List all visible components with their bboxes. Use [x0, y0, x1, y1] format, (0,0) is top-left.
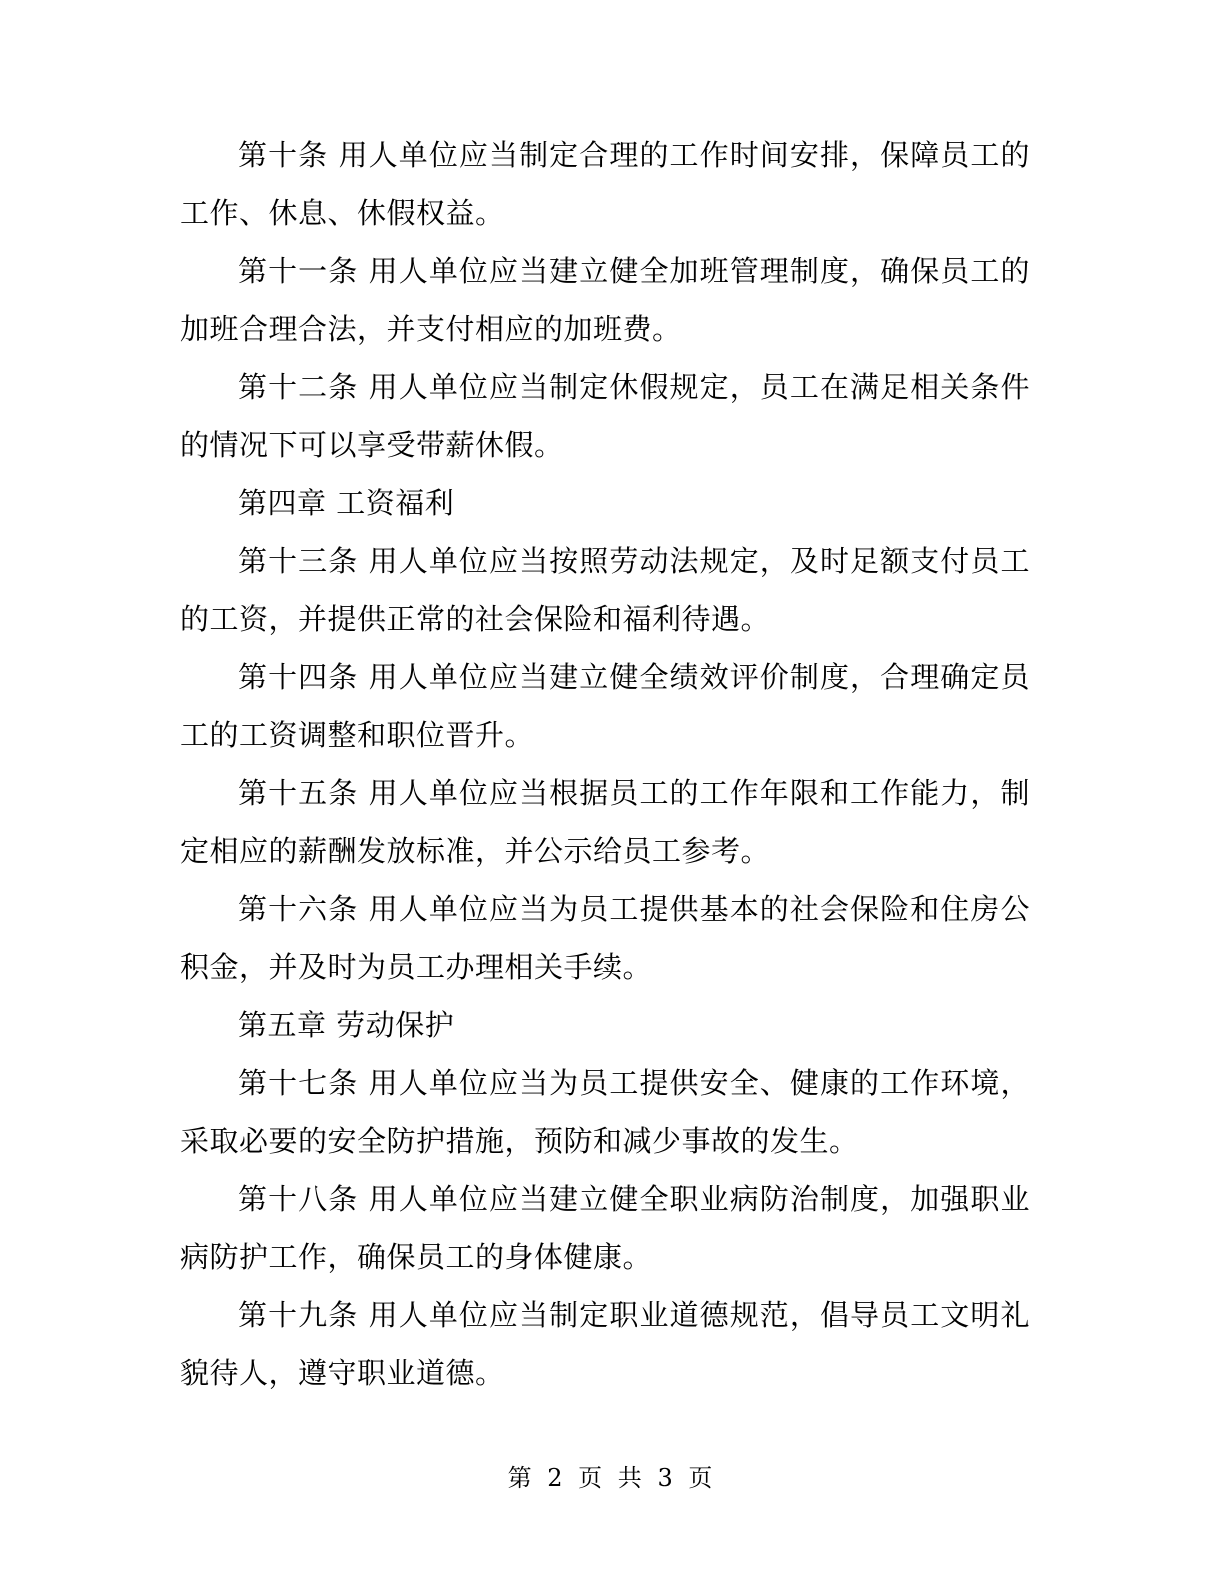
article-12: 第十二条 用人单位应当制定休假规定，员工在满足相关条件的情况下可以享受带薪休假。 — [180, 370, 1030, 462]
article-10: 第十条 用人单位应当制定合理的工作时间安排，保障员工的工作、休息、休假权益。 — [180, 138, 1030, 230]
article-18: 第十八条 用人单位应当建立健全职业病防治制度，加强职业病防护工作，确保员工的身体健康。 — [180, 1182, 1030, 1274]
article-14: 第十四条 用人单位应当建立健全绩效评价制度，合理确定员工的工资调整和职位晋升。 — [180, 660, 1030, 752]
article-19: 第十九条 用人单位应当制定职业道德规范，倡导员工文明礼貌待人，遵守职业道德。 — [180, 1298, 1030, 1390]
article-17: 第十七条 用人单位应当为员工提供安全、健康的工作环境，采取必要的安全防护措施，预防和减少事故的发生。 — [180, 1066, 1030, 1158]
article-11: 第十一条 用人单位应当建立健全加班管理制度，确保员工的加班合理合法，并支付相应的加班费。 — [180, 254, 1030, 346]
article-16: 第十六条 用人单位应当为员工提供基本的社会保险和住房公积金，并及时为员工办理相关手续。 — [180, 892, 1030, 984]
chapter-4-heading: 第四章 工资福利 — [238, 486, 455, 520]
page-number-footer: 第 2 页 共 3 页 — [507, 1464, 717, 1492]
article-13: 第十三条 用人单位应当按照劳动法规定，及时足额支付员工的工资，并提供正常的社会保险和福利待遇。 — [180, 544, 1030, 636]
document-body — [180, 126, 1030, 1402]
chapter-5-heading: 第五章 劳动保护 — [238, 1008, 455, 1042]
article-15: 第十五条 用人单位应当根据员工的工作年限和工作能力，制定相应的薪酬发放标准，并公示给员工参考。 — [180, 776, 1030, 868]
